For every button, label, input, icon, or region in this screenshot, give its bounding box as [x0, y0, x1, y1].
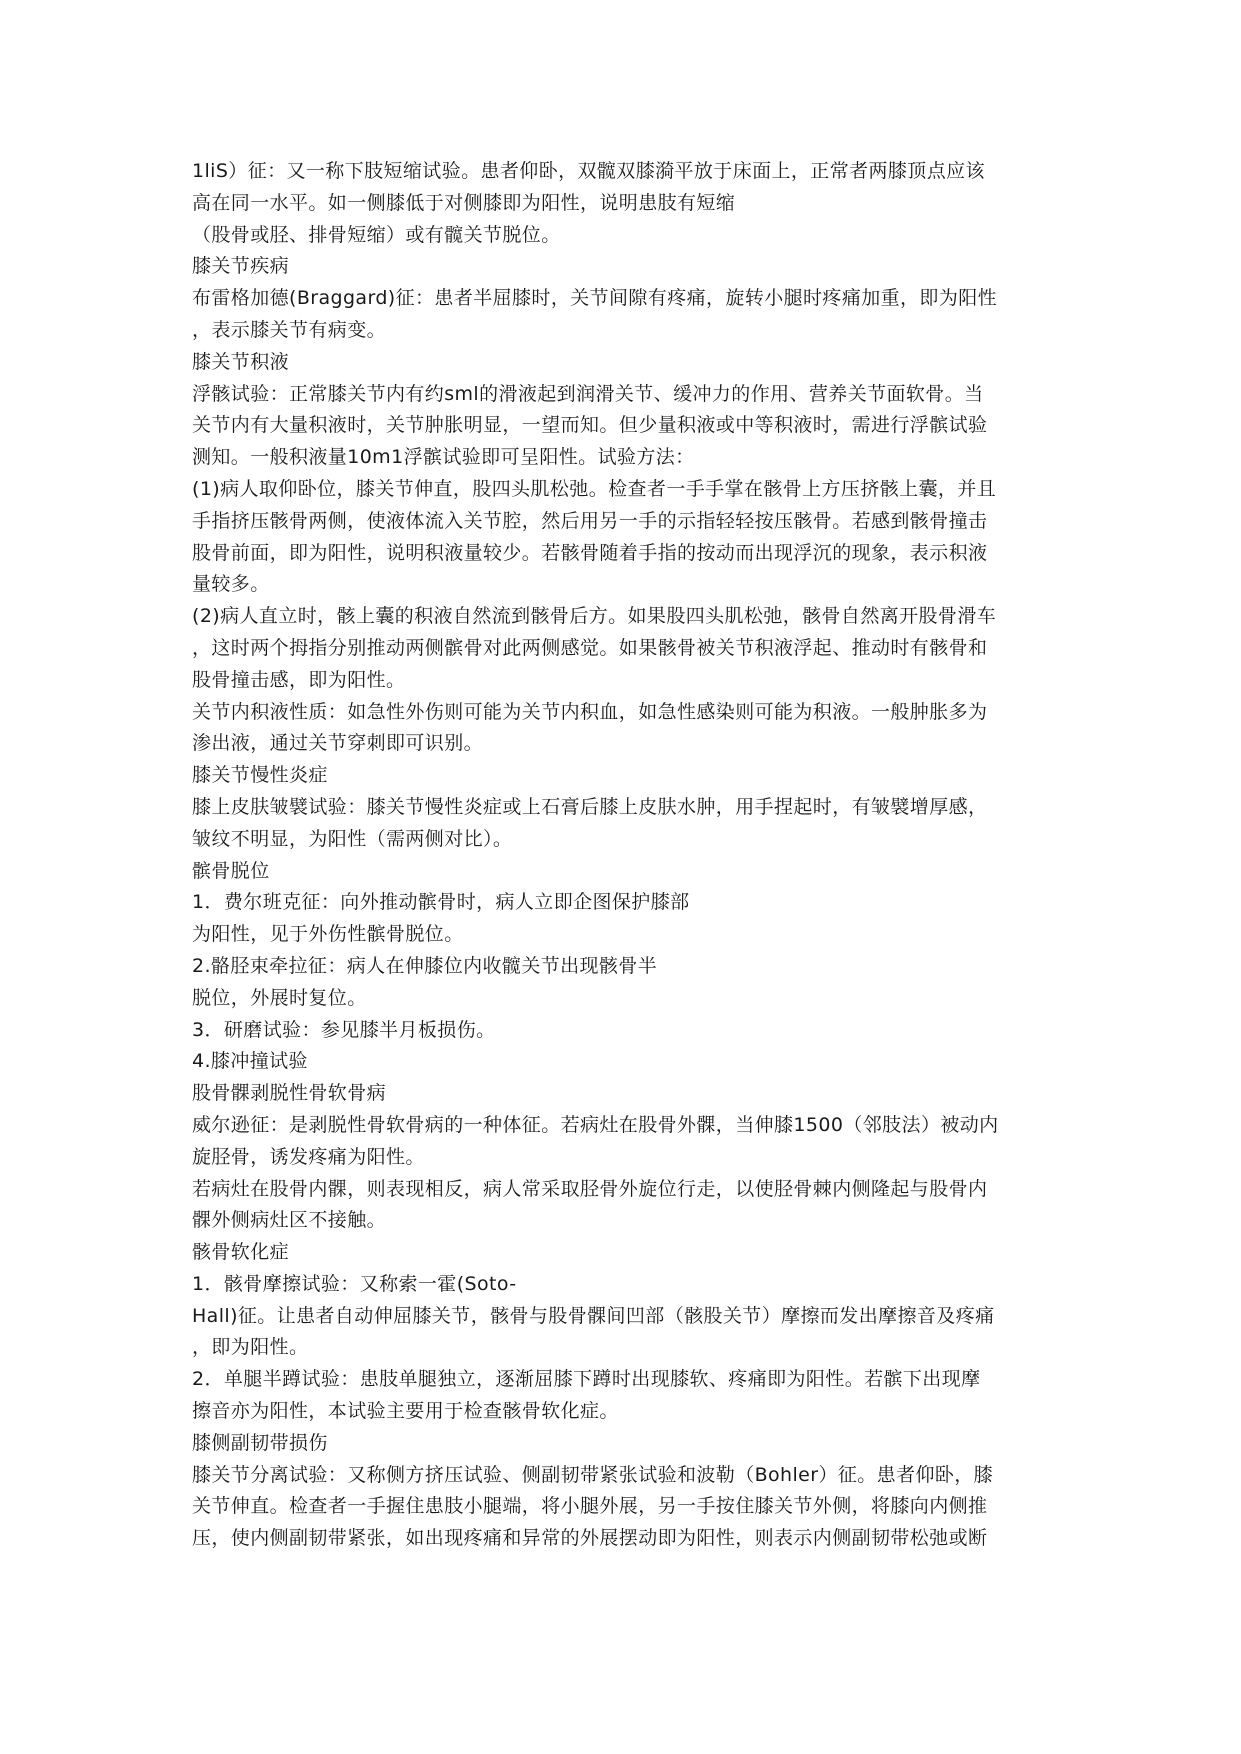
text-line: （股骨或胫、排骨短缩）或有髋关节脱位。: [192, 223, 561, 246]
text-line: 1．费尔班克征：向外推动髌骨时，病人立即企图保护膝部: [192, 891, 690, 914]
text-line: 膝上皮肤皱襞试验：膝关节慢性炎症或上石膏后膝上皮肤水肿，用手捏起时，有皱襞增厚感，: [192, 795, 988, 818]
text-line: 关节内积液性质：如急性外伤则可能为关节内积血，如急性感染则可能为积液。一般肿胀多为: [192, 700, 988, 723]
text-line: 脱位，外展时复位。: [192, 986, 367, 1009]
text-line: 测知。一般积液量10m1浮髌试验即可呈阳性。试验方法：: [192, 446, 695, 469]
text-line: 高在同一水平。如一侧膝低于对侧膝即为阳性，说明患肢有短缩: [192, 191, 736, 214]
text-line: 膝侧副韧带损伤: [192, 1431, 328, 1454]
text-line: 手指挤压骸骨两侧，使液体流入关节腔，然后用另一手的示指轻轻按压骸骨。若感到骸骨撞击: [192, 509, 988, 532]
text-line: 髌骨脱位: [192, 859, 270, 882]
text-line: 4.膝冲撞试验: [192, 1050, 308, 1073]
text-line: 压，使内侧副韧带紧张，如出现疼痛和异常的外展摆动即为阳性，则表示内侧副韧带松弛或断: [192, 1527, 988, 1550]
text-line: Hall)征。让患者自动伸屈膝关节，骸骨与股骨髁间凹部（骸股关节）摩擦而发出摩擦音及疼痛: [192, 1304, 995, 1327]
text-line: 布雷格加德(Braggard)征：患者半屈膝时，关节间隙有疼痛，旋转小腿时疼痛加重，即为阳性: [192, 287, 998, 310]
text-line: 髁外侧病灶区不接触。: [192, 1209, 387, 1232]
text-line: 关节伸直。检查者一手握住患肢小腿端，将小腿外展，另一手按住膝关节外侧，将膝向内侧推: [192, 1495, 988, 1518]
text-line: 膝关节积液: [192, 350, 290, 373]
text-line: ，这时两个拇指分别推动两侧髌骨对此两侧感觉。如果骸骨被关节积液浮起、推动时有骸骨和: [192, 636, 988, 659]
text-line: 膝关节疾病: [192, 255, 290, 278]
text-line: 1liS）征：又一称下肢短缩试验。患者仰卧，双髋双膝漪平放于床面上，正常者两膝顶点应该: [192, 160, 985, 182]
text-line: 量较多。: [192, 573, 270, 596]
text-line: 擦音亦为阳性，本试验主要用于检查骸骨软化症。: [192, 1400, 619, 1423]
text-line: 渗出液，通过关节穿刺即可识别。: [192, 732, 484, 755]
text-line: 膝关节分离试验：又称侧方挤压试验、侧副韧带紧张试验和波勒（Bohler）征。患者仰卧，膝: [192, 1463, 994, 1486]
text-line: (2)病人直立时，骸上囊的积液自然流到骸骨后方。如果股四头肌松弛，骸骨自然离开股骨滑车: [192, 605, 997, 628]
text-line: 股骨髁剥脱性骨软骨病: [192, 1082, 387, 1105]
text-line: 2.骼胫束牵拉征：病人在伸膝位内收髋关节出现骸骨半: [192, 954, 658, 977]
text-line: 骸骨软化症: [192, 1241, 290, 1264]
text-line: 若病灶在股骨内髁，则表现相反，病人常采取胫骨外旋位行走，以使胫骨棘内侧隆起与股骨内: [192, 1177, 988, 1200]
text-line: 威尔逊征：是剥脱性骨软骨病的一种体征。若病灶在股骨外髁，当伸膝1500（邻肢法）被动内: [192, 1113, 999, 1136]
text-line: 为阳性，见于外伤性髌骨脱位。: [192, 923, 464, 946]
document-body: [192, 156, 1072, 1555]
text-line: (1)病人取仰卧位，膝关节伸直，股四头肌松弛。检查者一手手掌在骸骨上方压挤骸上囊，并且: [192, 477, 997, 500]
text-line: 股骨前面，即为阳性，说明积液量较少。若骸骨随着手指的按动而出现浮沉的现象，表示积液: [192, 541, 988, 564]
text-line: 浮骸试验：正常膝关节内有约sml的滑液起到润滑关节、缓冲力的作用、营养关节面软骨。当: [192, 382, 984, 405]
text-line: ，表示膝关节有病变。: [192, 318, 387, 341]
text-line: 股骨撞击感，即为阳性。: [192, 668, 406, 691]
text-line: 1．骸骨摩擦试验：又称索一霍(Soto-: [192, 1272, 517, 1295]
text-line: 2．单腿半蹲试验：患肢单腿独立，逐渐屈膝下蹲时出现膝软、疼痛即为阳性。若髌下出现摩: [192, 1368, 981, 1391]
text-line: 旋胫骨，诱发疼痛为阳性。: [192, 1145, 425, 1168]
text-line: 关节内有大量积液时，关节肿胀明显，一望而知。但少量积液或中等积液时，需进行浮髌试验: [192, 414, 988, 437]
text-line: 膝关节慢性炎症: [192, 764, 328, 787]
text-line: 3．研磨试验：参见膝半月板损伤。: [192, 1018, 496, 1041]
text-line: ，即为阳性。: [192, 1336, 309, 1359]
text-line: 皱纹不明显，为阳性（需两侧对比）。: [192, 827, 513, 850]
